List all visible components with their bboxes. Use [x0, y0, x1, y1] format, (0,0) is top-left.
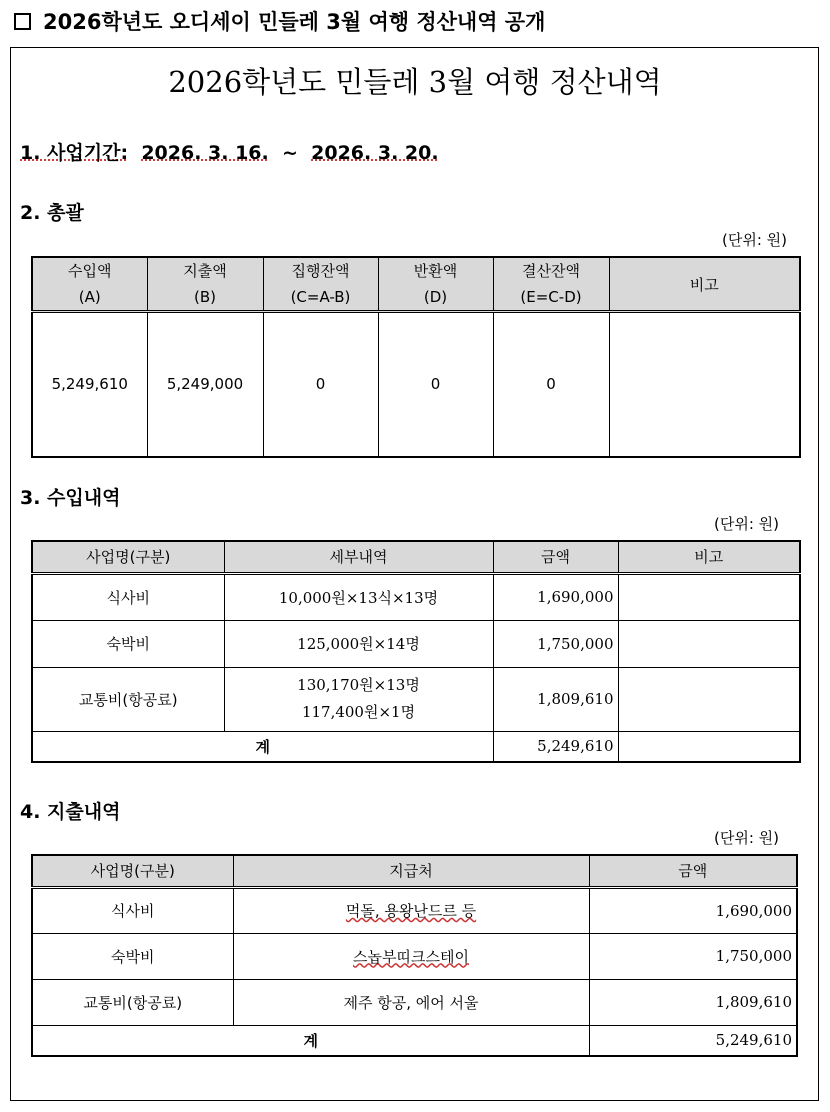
checkbox-square-icon: [14, 13, 31, 30]
summary-return-value: 0: [378, 312, 493, 457]
summary-header-final-balance: 결산잔액 (E=C-D): [493, 257, 609, 312]
expense-header-amount: 금액: [589, 855, 797, 887]
summary-header-row: [32, 257, 800, 312]
summary-header-expense: 지출액 (B): [147, 257, 263, 312]
summary-header-income: 수입액 (A): [32, 257, 147, 312]
income-row-note: [618, 667, 800, 731]
project-period: [20, 138, 439, 165]
income-detail-line-1: 130,170원×13명: [297, 676, 420, 694]
expense-total-row: [32, 1025, 797, 1056]
expense-row-amount: 1,750,000: [589, 933, 797, 979]
expense-total-label: 계: [32, 1025, 589, 1056]
income-row-detail: 10,000원×13식×13명: [224, 573, 493, 620]
period-label: 1. 사업기간:: [20, 142, 129, 164]
expense-row-amount: 1,690,000: [589, 887, 797, 933]
summary-income-value: 5,249,610: [32, 312, 147, 457]
table-row: [32, 933, 797, 979]
summary-header-return: 반환액 (D): [378, 257, 493, 312]
income-total-row: [32, 731, 800, 762]
header-title: 2026학년도 오디세이 민들레 3월 여행 정산내역 공개: [43, 10, 546, 34]
summary-value-row: [32, 312, 800, 457]
income-row-amount: 1,690,000: [493, 573, 618, 620]
expense-row-name: 숙박비: [32, 933, 233, 979]
table-row: [32, 979, 797, 1025]
summary-note-value: [609, 312, 800, 457]
summary-final-balance-value: 0: [493, 312, 609, 457]
expense-header-name: 사업명(구분): [32, 855, 233, 887]
income-row-name: 식사비: [32, 573, 224, 620]
summary-unit: (단위: 원): [722, 231, 787, 249]
expense-row-amount: 1,809,610: [589, 979, 797, 1025]
summary-exec-balance-value: 0: [263, 312, 378, 457]
expense-table: [31, 854, 798, 1057]
expense-row-payee: [233, 887, 589, 933]
income-row-detail: [224, 667, 493, 731]
income-header-amount: 금액: [493, 541, 618, 573]
table-row: [32, 887, 797, 933]
summary-header-exec-balance: 집행잔액 (C=A-B): [263, 257, 378, 312]
expense-row-name: 식사비: [32, 887, 233, 933]
income-row-note: [618, 620, 800, 667]
income-header-name: 사업명(구분): [32, 541, 224, 573]
page-header: [14, 6, 545, 36]
expense-row-payee: 제주 항공, 에어 서울: [233, 979, 589, 1025]
period-tilde: ~: [281, 142, 298, 164]
period-end: 2026. 3. 20.: [311, 142, 439, 164]
income-header-detail: 세부내역: [224, 541, 493, 573]
income-header-note: 비고: [618, 541, 800, 573]
expense-row-payee: [233, 933, 589, 979]
income-row-note: [618, 573, 800, 620]
income-row-amount: 1,809,610: [493, 667, 618, 731]
income-total-note: [618, 731, 800, 762]
table-row: [32, 620, 800, 667]
income-row-name: 교통비(항공료): [32, 667, 224, 731]
summary-heading: 2. 총괄: [20, 202, 84, 224]
expense-row-payee-text: 스놉부띠크스테이: [353, 947, 469, 966]
expense-unit: (단위: 원): [714, 829, 779, 847]
income-header-row: [32, 541, 800, 573]
income-table: [31, 540, 801, 763]
expense-row-payee-text: 먹돌, 용왕난드르 등: [345, 902, 477, 920]
income-total-amount: 5,249,610: [493, 731, 618, 762]
summary-table: [31, 256, 801, 458]
income-row-name: 숙박비: [32, 620, 224, 667]
expense-header-row: [32, 855, 797, 887]
expense-total-amount: 5,249,610: [589, 1025, 797, 1056]
income-total-label: 계: [32, 731, 493, 762]
expense-header-payee: 지급처: [233, 855, 589, 887]
income-heading: 3. 수입내역: [20, 487, 121, 509]
income-row-detail: 125,000원×14명: [224, 620, 493, 667]
summary-header-note: 비고: [609, 257, 800, 312]
income-detail-line-2: 117,400원×1명: [301, 703, 416, 721]
summary-expense-value: 5,249,000: [147, 312, 263, 457]
income-row-amount: 1,750,000: [493, 620, 618, 667]
expense-row-name: 교통비(항공료): [32, 979, 233, 1025]
table-row: [32, 667, 800, 731]
expense-heading: 4. 지출내역: [20, 801, 121, 823]
period-start: 2026. 3. 16.: [141, 142, 269, 164]
table-row: [32, 573, 800, 620]
income-unit: (단위: 원): [714, 515, 779, 533]
document-title: 2026학년도 민들레 3월 여행 정산내역: [168, 65, 662, 99]
